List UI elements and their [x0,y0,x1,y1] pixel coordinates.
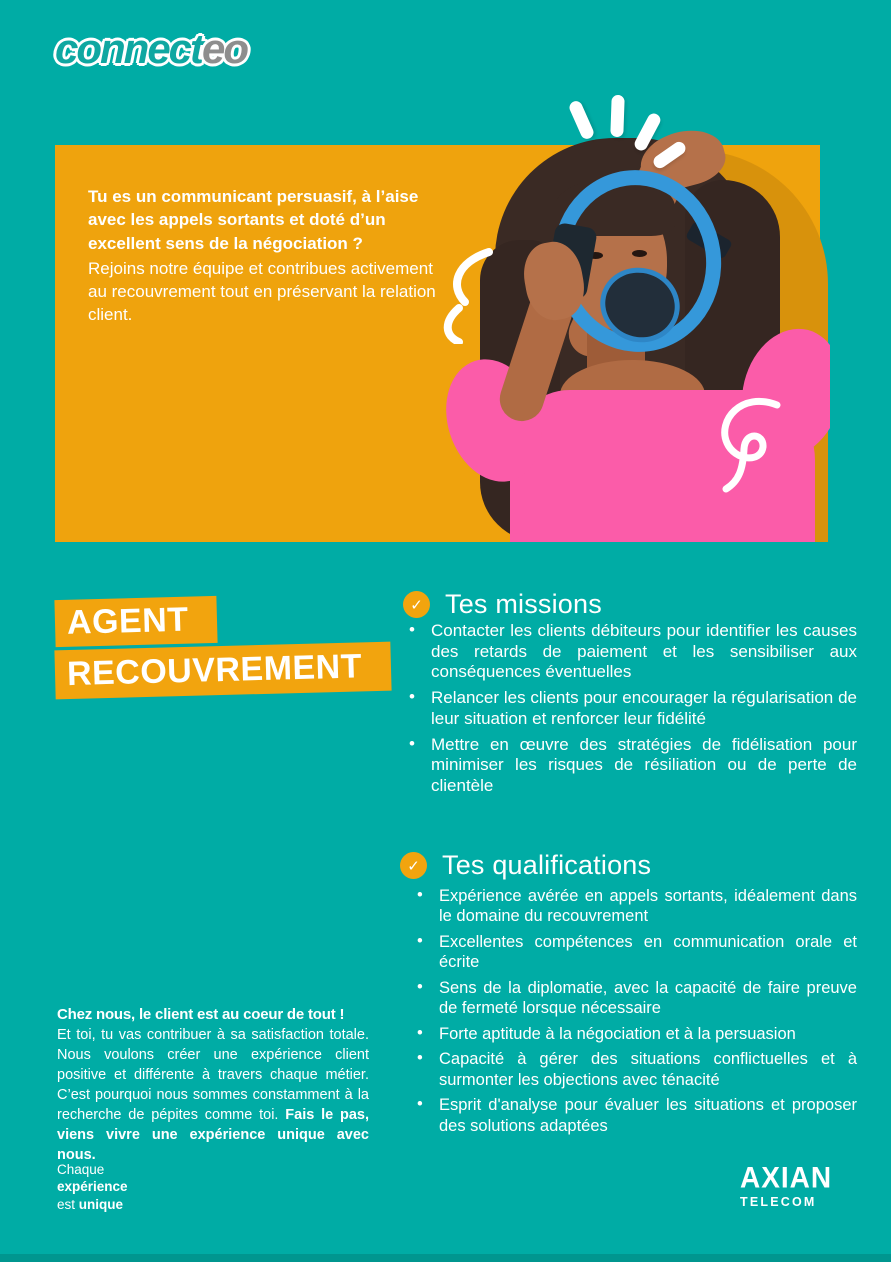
check-icon: ✓ [403,591,430,618]
burst-dash-icon [610,95,624,137]
loop-doodle-icon [713,395,788,495]
qualifications-list [413,886,857,1141]
tagline-line1: Chaque [57,1162,105,1177]
logo-text-accent: eo [202,25,248,72]
pitch-body: Et toi, tu vas contribuer à sa satisfaction totale. Nous voulons créer une expérience client positive et différente à travers chaque métier. C’est pourquoi nous sommes constamment à la recherche de pépites comme toi. [57,1027,369,1124]
squiggle-doodle-icon [437,248,499,344]
qualification-item: • Forte aptitude à la négociation et à la persuasion [413,1024,857,1044]
qualification-item: • Esprit d'analyse pour évaluer les situations et proposer des solutions adaptées [413,1095,857,1136]
tagline-line3: est unique [57,1196,124,1212]
brand-tagline [57,1161,128,1213]
hero-intro-question: Tu es un communicant persuasif, à l’aise avec les appels sortants et doté d’un excellent sens de la négociation ? [88,187,419,253]
mission-item: • Contacter les clients débiteurs pour identifier les causes des retards de paiement et les sensibiliser aux conséquences éventuelles [405,621,857,683]
footer-strip [0,1254,891,1262]
brand-division: TELECOM [740,1195,817,1209]
logo-text-main: connect [55,25,203,72]
mission-item: • Mettre en œuvre des stratégies de fidélisation pour minimiser les risques de résiliation ou de perte de clientèle [405,735,857,797]
missions-list [405,621,857,802]
tagline-line2: expérience [57,1179,128,1195]
hero-intro-text: Rejoins notre équipe et contribues activement au recouvrement tout en préservant la relation client. [88,258,436,325]
hero-photo [55,90,830,542]
axian-telecom-logo [740,1161,833,1209]
job-title-line1: AGENT [54,596,217,647]
qualification-item: • Excellentes compétences en communication orale et écrite [413,932,857,973]
burst-dash-icon [567,99,595,141]
missions-header [403,589,602,620]
qualifications-header [400,850,651,881]
qualification-item: • Expérience avérée en appels sortants, idéalement dans le domaine du recouvrement [413,886,857,927]
job-title-line2: RECOUVREMENT [54,642,391,700]
connecteo-logo [55,25,248,72]
qualification-item: • Sens de la diplomatie, avec la capacité de faire preuve de fermeté lorsque nécessaire [413,978,857,1019]
company-pitch [57,1005,369,1166]
brand-name: AXIAN [740,1161,833,1194]
qualification-item: • Capacité à gérer des situations conflictuelles et à surmonter les objections avec ténacité [413,1049,857,1090]
pitch-closing: Fais le pas, viens vivre une expérience unique avec nous. [57,1107,370,1164]
missions-heading: Tes missions [445,589,602,619]
qualifications-heading: Tes qualifications [442,850,652,880]
mission-item: • Relancer les clients pour encourager la régularisation de leur situation et renforcer leur fidélité [405,688,857,729]
check-icon: ✓ [400,852,427,879]
pitch-lead: Chez nous, le client est au coeur de tout ! [57,1005,345,1023]
